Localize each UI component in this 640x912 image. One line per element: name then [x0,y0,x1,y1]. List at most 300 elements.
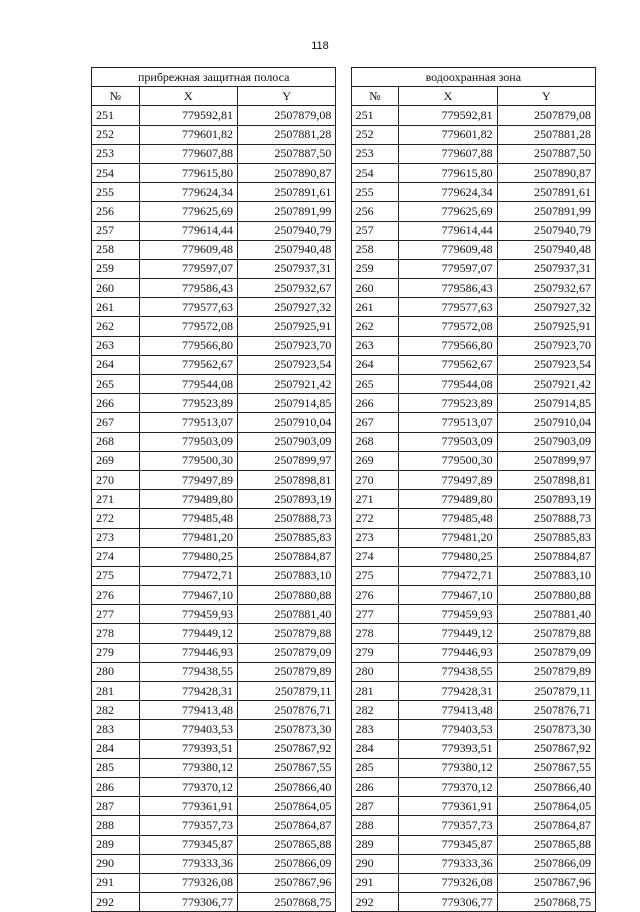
table-gap [336,183,351,202]
left-y-value: 2507940,48 [238,240,336,259]
right-point-number: 257 [351,221,399,240]
right-y-value: 2507898,81 [497,470,595,489]
right-point-number: 263 [351,336,399,355]
right-point-number: 272 [351,509,399,528]
page-number: 118 [311,40,329,52]
right-y-value: 2507910,04 [497,413,595,432]
right-point-number: 265 [351,375,399,394]
left-y-value: 2507937,31 [238,259,336,278]
table-gap [336,490,351,509]
table-row [92,509,596,528]
table-row [92,221,596,240]
right-y-value: 2507881,28 [497,125,595,144]
left-y-value: 2507867,55 [238,758,336,777]
left-point-number: 282 [92,701,140,720]
table-gap [336,624,351,643]
right-y-value: 2507914,85 [497,394,595,413]
left-y-value: 2507925,91 [238,317,336,336]
left-x-value: 779625,69 [139,202,237,221]
table-row [92,624,596,643]
left-x-value: 779413,48 [139,701,237,720]
right-y-value: 2507867,92 [497,739,595,758]
right-y-value: 2507923,54 [497,355,595,374]
left-point-number: 284 [92,739,140,758]
right-point-number: 268 [351,432,399,451]
right-x-value: 779361,91 [399,797,497,816]
coordinates-body [92,106,596,912]
table-row [92,816,596,835]
right-y-value: 2507866,09 [497,854,595,873]
table-gap [336,375,351,394]
left-x-value: 779601,82 [139,125,237,144]
left-y-value: 2507864,87 [238,816,336,835]
table-gap [336,106,351,125]
right-x-value: 779586,43 [399,279,497,298]
right-y-value: 2507893,19 [497,490,595,509]
left-x-value: 779357,73 [139,816,237,835]
right-y-value: 2507891,99 [497,202,595,221]
right-y-value: 2507932,67 [497,279,595,298]
right-y-value: 2507923,70 [497,336,595,355]
right-x-value: 779480,25 [399,547,497,566]
table-gap [336,221,351,240]
left-y-value: 2507879,88 [238,624,336,643]
right-point-number: 292 [351,893,399,912]
left-y-value: 2507898,81 [238,470,336,489]
table-row [92,394,596,413]
left-y-value: 2507923,54 [238,355,336,374]
right-y-header: Y [497,87,595,106]
table-row [92,125,596,144]
right-y-value: 2507883,10 [497,566,595,585]
left-y-value: 2507881,40 [238,605,336,624]
left-y-value: 2507890,87 [238,163,336,182]
table-row [92,739,596,758]
left-point-number: 257 [92,221,140,240]
right-x-value: 779592,81 [399,106,497,125]
right-point-number: 276 [351,586,399,605]
table-gap [336,777,351,796]
table-row [92,873,596,892]
right-x-value: 779566,80 [399,336,497,355]
left-x-value: 779597,07 [139,259,237,278]
table-gap [336,432,351,451]
left-point-number: 287 [92,797,140,816]
left-point-number: 268 [92,432,140,451]
left-x-value: 779446,93 [139,643,237,662]
right-y-value: 2507884,87 [497,547,595,566]
right-y-value: 2507921,42 [497,375,595,394]
table-row [92,777,596,796]
left-x-value: 779361,91 [139,797,237,816]
left-point-number: 260 [92,279,140,298]
table-gap [336,125,351,144]
table-row [92,163,596,182]
table-gap [336,413,351,432]
left-x-header: X [139,87,237,106]
table-gap [336,144,351,163]
right-y-value: 2507864,05 [497,797,595,816]
right-point-number: 253 [351,144,399,163]
right-y-value: 2507864,87 [497,816,595,835]
table-row [92,240,596,259]
table-row [92,144,596,163]
left-x-value: 779459,93 [139,605,237,624]
right-point-number: 275 [351,566,399,585]
right-y-value: 2507880,88 [497,586,595,605]
table-gap [336,355,351,374]
table-row [92,662,596,681]
right-x-value: 779577,63 [399,298,497,317]
table-row [92,375,596,394]
right-x-header: X [399,87,497,106]
right-point-number: 270 [351,470,399,489]
left-x-value: 779438,55 [139,662,237,681]
table-row [92,432,596,451]
left-x-value: 779615,80 [139,163,237,182]
table-gap [336,739,351,758]
right-x-value: 779503,09 [399,432,497,451]
table-row [92,701,596,720]
left-x-value: 779326,08 [139,873,237,892]
right-x-value: 779333,36 [399,854,497,873]
left-y-value: 2507903,09 [238,432,336,451]
left-point-number: 277 [92,605,140,624]
table-gap [336,816,351,835]
table-gap [336,298,351,317]
table-gap [336,720,351,739]
table-gap [336,317,351,336]
right-y-value: 2507867,55 [497,758,595,777]
left-point-number: 261 [92,298,140,317]
left-point-number: 279 [92,643,140,662]
right-y-value: 2507888,73 [497,509,595,528]
right-point-number: 291 [351,873,399,892]
left-point-number: 290 [92,854,140,873]
left-point-number: 270 [92,470,140,489]
left-point-number: 278 [92,624,140,643]
right-x-value: 779513,07 [399,413,497,432]
left-point-number: 274 [92,547,140,566]
left-y-value: 2507893,19 [238,490,336,509]
left-y-value: 2507867,96 [238,873,336,892]
left-y-value: 2507879,89 [238,662,336,681]
right-x-value: 779380,12 [399,758,497,777]
right-y-value: 2507867,96 [497,873,595,892]
table-row [92,797,596,816]
right-x-value: 779393,51 [399,739,497,758]
right-y-value: 2507885,83 [497,528,595,547]
right-x-value: 779544,08 [399,375,497,394]
left-point-number: 256 [92,202,140,221]
right-y-value: 2507876,71 [497,701,595,720]
right-point-number: 285 [351,758,399,777]
left-y-value: 2507879,08 [238,106,336,125]
right-x-value: 779523,89 [399,394,497,413]
right-y-value: 2507925,91 [497,317,595,336]
left-y-value: 2507883,10 [238,566,336,585]
left-x-value: 779586,43 [139,279,237,298]
left-point-number: 265 [92,375,140,394]
right-point-number: 262 [351,317,399,336]
left-point-number: 251 [92,106,140,125]
right-x-value: 779472,71 [399,566,497,585]
right-point-number: 267 [351,413,399,432]
right-point-number: 278 [351,624,399,643]
left-y-value: 2507868,75 [238,893,336,912]
table-gap [336,451,351,470]
table-gap [336,854,351,873]
left-point-number: 271 [92,490,140,509]
table-row [92,528,596,547]
left-x-value: 779562,67 [139,355,237,374]
right-point-number: 266 [351,394,399,413]
right-section-title: водоохранная зона [351,68,595,87]
right-x-value: 779438,55 [399,662,497,681]
table-gap [336,202,351,221]
table-gap [336,279,351,298]
right-point-number: 286 [351,777,399,796]
table-row [92,202,596,221]
table-row [92,586,596,605]
right-y-value: 2507903,09 [497,432,595,451]
left-x-value: 779370,12 [139,777,237,796]
left-y-value: 2507880,88 [238,586,336,605]
right-point-number: 284 [351,739,399,758]
right-x-value: 779607,88 [399,144,497,163]
section-title-row [92,68,596,87]
table-gap [336,547,351,566]
left-point-number: 272 [92,509,140,528]
right-point-number: 251 [351,106,399,125]
left-point-number: 281 [92,682,140,701]
left-point-number: 254 [92,163,140,182]
left-x-value: 779467,10 [139,586,237,605]
right-y-value: 2507879,08 [497,106,595,125]
right-x-value: 779625,69 [399,202,497,221]
left-y-value: 2507867,92 [238,739,336,758]
left-x-value: 779333,36 [139,854,237,873]
left-point-number: 288 [92,816,140,835]
right-num-header: № [351,87,399,106]
table-gap [336,528,351,547]
table-gap [336,68,351,87]
left-point-number: 255 [92,183,140,202]
left-x-value: 779609,48 [139,240,237,259]
left-x-value: 779500,30 [139,451,237,470]
left-x-value: 779345,87 [139,835,237,854]
left-x-value: 779472,71 [139,566,237,585]
table-gap [336,509,351,528]
right-y-value: 2507881,40 [497,605,595,624]
right-y-value: 2507899,97 [497,451,595,470]
left-y-value: 2507891,99 [238,202,336,221]
right-point-number: 289 [351,835,399,854]
left-point-number: 252 [92,125,140,144]
right-point-number: 273 [351,528,399,547]
table-row [92,183,596,202]
left-x-value: 779624,34 [139,183,237,202]
table-row [92,259,596,278]
table-gap [336,893,351,912]
table-row [92,566,596,585]
left-y-value: 2507876,71 [238,701,336,720]
right-x-value: 779481,20 [399,528,497,547]
table-gap [336,240,351,259]
right-x-value: 779449,12 [399,624,497,643]
right-x-value: 779459,93 [399,605,497,624]
right-point-number: 287 [351,797,399,816]
left-point-number: 269 [92,451,140,470]
table-row [92,355,596,374]
table-row [92,758,596,777]
left-point-number: 264 [92,355,140,374]
left-point-number: 289 [92,835,140,854]
right-x-value: 779497,89 [399,470,497,489]
left-point-number: 292 [92,893,140,912]
left-point-number: 283 [92,720,140,739]
right-x-value: 779428,31 [399,682,497,701]
table-gap [336,758,351,777]
right-y-value: 2507866,40 [497,777,595,796]
right-y-value: 2507940,79 [497,221,595,240]
right-point-number: 277 [351,605,399,624]
right-y-value: 2507890,87 [497,163,595,182]
table-row [92,470,596,489]
table-gap [336,336,351,355]
right-x-value: 779413,48 [399,701,497,720]
table-row [92,547,596,566]
right-point-number: 256 [351,202,399,221]
right-point-number: 269 [351,451,399,470]
right-y-value: 2507868,75 [497,893,595,912]
right-x-value: 779614,44 [399,221,497,240]
right-x-value: 779370,12 [399,777,497,796]
left-y-value: 2507864,05 [238,797,336,816]
right-y-value: 2507879,88 [497,624,595,643]
left-y-value: 2507921,42 [238,375,336,394]
right-y-value: 2507879,11 [497,682,595,701]
left-point-number: 253 [92,144,140,163]
left-point-number: 280 [92,662,140,681]
right-x-value: 779306,77 [399,893,497,912]
left-x-value: 779577,63 [139,298,237,317]
left-point-number: 285 [92,758,140,777]
right-y-value: 2507879,89 [497,662,595,681]
left-x-value: 779428,31 [139,682,237,701]
left-point-number: 291 [92,873,140,892]
left-x-value: 779572,08 [139,317,237,336]
right-point-number: 261 [351,298,399,317]
table-gap [336,701,351,720]
right-x-value: 779403,53 [399,720,497,739]
left-point-number: 266 [92,394,140,413]
right-x-value: 779624,34 [399,183,497,202]
left-x-value: 779449,12 [139,624,237,643]
coordinates-table [91,67,596,912]
right-y-value: 2507927,32 [497,298,595,317]
table-gap [336,470,351,489]
table-row [92,298,596,317]
left-x-value: 779503,09 [139,432,237,451]
left-y-value: 2507865,88 [238,835,336,854]
right-point-number: 271 [351,490,399,509]
left-y-header: Y [238,87,336,106]
table-row [92,720,596,739]
table-gap [336,605,351,624]
right-x-value: 779572,08 [399,317,497,336]
right-x-value: 779500,30 [399,451,497,470]
table-gap [336,643,351,662]
left-point-number: 259 [92,259,140,278]
right-point-number: 290 [351,854,399,873]
right-y-value: 2507891,61 [497,183,595,202]
right-x-value: 779485,48 [399,509,497,528]
right-y-value: 2507879,09 [497,643,595,662]
left-x-value: 779614,44 [139,221,237,240]
right-x-value: 779609,48 [399,240,497,259]
right-point-number: 260 [351,279,399,298]
right-point-number: 259 [351,259,399,278]
left-x-value: 779489,80 [139,490,237,509]
right-point-number: 279 [351,643,399,662]
right-y-value: 2507937,31 [497,259,595,278]
table-gap [336,835,351,854]
right-x-value: 779357,73 [399,816,497,835]
table-row [92,317,596,336]
table-gap [336,566,351,585]
left-y-value: 2507866,40 [238,777,336,796]
left-x-value: 779523,89 [139,394,237,413]
left-point-number: 273 [92,528,140,547]
left-y-value: 2507910,04 [238,413,336,432]
left-y-value: 2507881,28 [238,125,336,144]
column-header-row [92,87,596,106]
left-y-value: 2507873,30 [238,720,336,739]
right-x-value: 779601,82 [399,125,497,144]
left-y-value: 2507899,97 [238,451,336,470]
left-x-value: 779485,48 [139,509,237,528]
table-row [92,835,596,854]
right-point-number: 281 [351,682,399,701]
table-gap [336,87,351,106]
right-point-number: 283 [351,720,399,739]
left-y-value: 2507927,32 [238,298,336,317]
left-y-value: 2507923,70 [238,336,336,355]
left-x-value: 779480,25 [139,547,237,566]
left-x-value: 779306,77 [139,893,237,912]
right-y-value: 2507865,88 [497,835,595,854]
right-y-value: 2507887,50 [497,144,595,163]
left-x-value: 779592,81 [139,106,237,125]
right-x-value: 779489,80 [399,490,497,509]
left-x-value: 779607,88 [139,144,237,163]
table-gap [336,259,351,278]
table-gap [336,163,351,182]
left-x-value: 779393,51 [139,739,237,758]
right-point-number: 254 [351,163,399,182]
right-x-value: 779562,67 [399,355,497,374]
right-point-number: 274 [351,547,399,566]
left-num-header: № [92,87,140,106]
table-gap [336,682,351,701]
table-row [92,490,596,509]
table-row [92,106,596,125]
left-y-value: 2507879,11 [238,682,336,701]
right-y-value: 2507940,48 [497,240,595,259]
left-y-value: 2507879,09 [238,643,336,662]
right-point-number: 280 [351,662,399,681]
